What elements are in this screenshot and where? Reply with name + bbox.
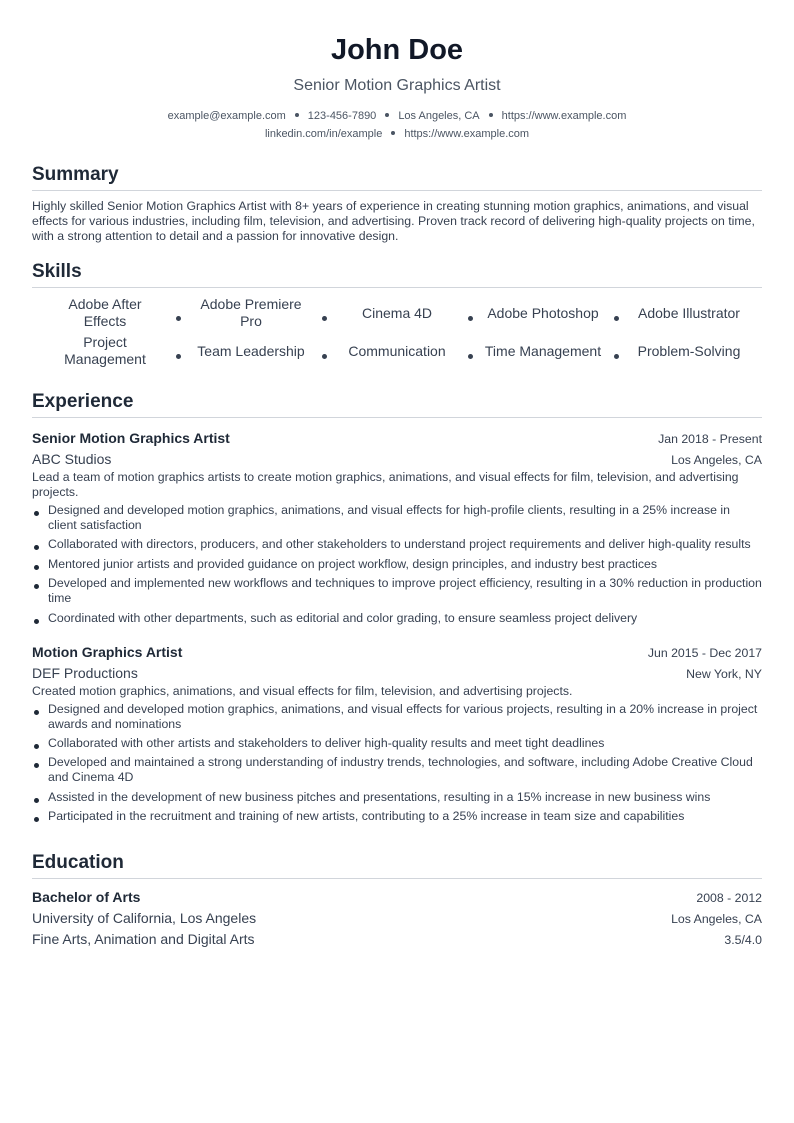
skill-label: Project Management — [64, 334, 146, 367]
education-entry — [32, 887, 762, 950]
job-entry — [32, 642, 762, 825]
skill-item — [616, 333, 762, 369]
job-bullet: Designed and developed motion graphics, animations, and visual effects for various projects, resulting in a 20% increase in project awards and nominations — [32, 702, 762, 732]
job-description: Created motion graphics, animations, and visual effects for film, television, and advertising projects. — [32, 683, 573, 698]
summary-heading: Summary — [32, 162, 762, 191]
job-bullets — [32, 702, 762, 825]
skill-item — [32, 295, 178, 331]
education-dates: 2008 - 2012 — [696, 891, 762, 906]
job-bullet: Coordinated with other departments, such as editorial and color grading, to ensure seamless project delivery — [32, 611, 762, 626]
summary-text: Highly skilled Senior Motion Graphics Artist with 8+ years of experience in creating stunning motion graphics, animations, and visual effects for various industries, including film, television, and advertising. Proven track record of delivering high-quality projects on time, with a strong attention to detail and a passion for innovative design. — [32, 199, 755, 243]
skill-label: Time Management — [484, 342, 602, 359]
job-entry — [32, 428, 762, 626]
job-title: Motion Graphics Artist — [32, 643, 183, 660]
skills-heading: Skills — [32, 259, 762, 288]
skill-label: Adobe After Effects — [68, 296, 142, 329]
contact-line-2 — [32, 125, 762, 143]
experience-section — [32, 389, 762, 824]
summary-section — [32, 162, 762, 244]
job-location: New York, NY — [686, 666, 762, 681]
skill-label: Adobe Premiere Pro — [200, 296, 302, 329]
job-bullet: Participated in the recruitment and training of new artists, contributing to a 25% increase in team size and capabilities — [32, 809, 762, 824]
job-bullets — [32, 503, 762, 626]
job-description: Lead a team of motion graphics artists to create motion graphics, animations, and visual effects for film, television, and advertising projects. — [32, 470, 739, 499]
skill-label: Communication — [348, 342, 446, 359]
job-bullet: Collaborated with other artists and stakeholders to deliver high-quality results and meet tight deadlines — [32, 736, 762, 751]
job-bullet: Designed and developed motion graphics, animations, and visual effects for high-profile clients, resulting in a 25% increase in client satisfaction — [32, 503, 762, 533]
skill-item — [324, 295, 470, 331]
job-bullet: Collaborated with directors, producers, and other stakeholders to understand project requirements and deliver high-quality results — [32, 537, 762, 552]
skill-item — [616, 295, 762, 331]
separator-dot — [385, 113, 389, 117]
job-bullet: Mentored junior artists and provided guidance on project workflow, design principles, and industry best practices — [32, 557, 762, 572]
skill-item — [178, 333, 324, 369]
skill-label: Adobe Illustrator — [638, 304, 740, 321]
contact-email[interactable]: example@example.com — [167, 110, 286, 122]
job-location: Los Angeles, CA — [671, 453, 762, 467]
skills-grid — [32, 295, 762, 369]
job-title: Senior Motion Graphics Artist — [32, 430, 230, 446]
education-degree: Bachelor of Arts — [32, 889, 141, 906]
contact-linkedin[interactable]: linkedin.com/in/example — [264, 128, 383, 140]
skill-label: Team Leadership — [197, 342, 305, 359]
resume-page — [32, 30, 762, 950]
skill-label: Adobe Photoshop — [487, 304, 599, 321]
skill-item — [178, 295, 324, 331]
separator-dot — [391, 131, 395, 135]
contact-website[interactable]: https://www.example.com — [501, 110, 627, 122]
contact-location: Los Angeles, CA — [398, 110, 480, 122]
skills-section — [32, 259, 762, 369]
candidate-headline: Senior Motion Graphics Artist — [293, 77, 501, 94]
contact-line-1 — [32, 107, 762, 125]
education-section — [32, 850, 762, 950]
job-company: ABC Studios — [32, 451, 112, 467]
job-dates: Jan 2018 - Present — [658, 432, 762, 446]
education-heading: Education — [32, 850, 762, 879]
skill-item — [470, 333, 616, 369]
skill-item — [32, 333, 178, 369]
job-bullet: Developed and implemented new workflows and techniques to improve project efficiency, resulting in a 30% reduction in production time — [32, 576, 762, 606]
skill-item — [470, 295, 616, 331]
education-field: Fine Arts, Animation and Digital Arts — [32, 931, 255, 948]
separator-dot — [489, 113, 493, 117]
candidate-name: John Doe — [330, 34, 464, 66]
skill-item — [324, 333, 470, 369]
experience-heading: Experience — [32, 389, 762, 418]
skill-label: Cinema 4D — [361, 304, 433, 321]
separator-dot — [295, 113, 299, 117]
education-gpa: 3.5/4.0 — [724, 933, 762, 948]
job-dates: Jun 2015 - Dec 2017 — [647, 645, 762, 660]
skill-label: Problem-Solving — [637, 342, 741, 359]
job-company: DEF Productions — [32, 664, 138, 681]
contact-phone[interactable]: 123-456-7890 — [307, 110, 377, 122]
job-bullet: Developed and maintained a strong understanding of industry trends, technologies, and software, including Adobe Creative Cloud and Cinema 4D — [32, 755, 762, 785]
contact-website-2[interactable]: https://www.example.com — [404, 128, 530, 140]
job-bullet: Assisted in the development of new business pitches and presentations, resulting in a 15% increase in new business wins — [32, 790, 762, 805]
education-location: Los Angeles, CA — [671, 912, 762, 927]
education-school: University of California, Los Angeles — [32, 910, 257, 927]
